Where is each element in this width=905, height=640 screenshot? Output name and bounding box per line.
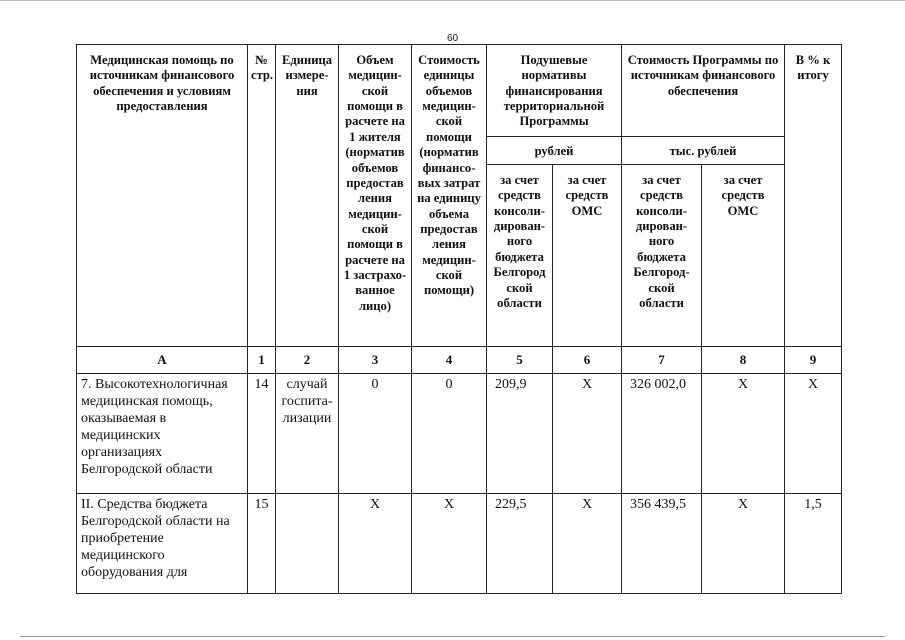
row-per-capita-oms: Х — [553, 493, 622, 593]
column-index: 8 — [702, 347, 785, 374]
row-unit: случай госпита-лизации — [276, 373, 339, 493]
column-index: 6 — [553, 347, 622, 374]
header-col-2: Единица измере-ния — [276, 45, 339, 347]
header-program-cost: Стоимость Программы по источникам финансового обеспечения — [622, 45, 785, 137]
header-col-9: В % к итогу — [785, 45, 842, 347]
header-col-1: № стр. — [248, 45, 276, 347]
column-index: 3 — [339, 347, 412, 374]
scan-edge-bottom — [20, 636, 885, 637]
row-cost-oms: Х — [702, 373, 785, 493]
column-index: 2 — [276, 347, 339, 374]
row-line-number: 15 — [248, 493, 276, 593]
header-unit-rubles: рублей — [487, 137, 622, 165]
header-col-8: за счет средств ОМС — [702, 165, 785, 347]
row-name: II. Средства бюджета Белгородской области на приобретение медицинского оборудования для — [77, 493, 248, 593]
row-cost-budget: 356 439,5 — [622, 493, 702, 593]
column-index: 7 — [622, 347, 702, 374]
column-index: 9 — [785, 347, 842, 374]
header-col-4: Стоимость единицы объемов медицин-ской помощи (норматив финансо-вых затрат на единицу объема предостав ления медицин-ской помощи) — [412, 45, 487, 347]
row-percent: 1,5 — [785, 493, 842, 593]
header-col-a: Медицинская помощь по источникам финансового обеспечения и условиям предоставления — [77, 45, 248, 347]
column-index: 4 — [412, 347, 487, 374]
header-col-3: Объем медицин-ской помощи в расчете на 1 жителя (норматив объемов предостав ления медицин-ской помощи в расчете на 1 застрахо-ванное лицо) — [339, 45, 412, 347]
row-unit-cost: 0 — [412, 373, 487, 493]
row-unit-cost: Х — [412, 493, 487, 593]
column-index-row — [77, 347, 842, 374]
row-percent: Х — [785, 373, 842, 493]
row-per-capita-budget: 229,5 — [487, 493, 553, 593]
table-row — [77, 493, 842, 593]
column-index: 5 — [487, 347, 553, 374]
row-per-capita-budget: 209,9 — [487, 373, 553, 493]
page-number: 60 — [446, 33, 459, 44]
row-line-number: 14 — [248, 373, 276, 493]
header-col-6: за счет средств ОМС — [553, 165, 622, 347]
row-cost-oms: Х — [702, 493, 785, 593]
header-col-7: за счет средств консоли-дирован-ного бюджета Белгород-ской области — [622, 165, 702, 347]
row-unit — [276, 493, 339, 593]
header-unit-thousands: тыс. рублей — [622, 137, 785, 165]
row-volume: 0 — [339, 373, 412, 493]
header-col-5: за счет средств консоли-дирован-ного бюджета Белгород ской области — [487, 165, 553, 347]
column-index: А — [77, 347, 248, 374]
column-index: 1 — [248, 347, 276, 374]
row-per-capita-oms: Х — [553, 373, 622, 493]
row-name: 7. Высокотехнологичная медицинская помощь, оказываемая в медицинских организациях Белгородской области — [77, 373, 248, 493]
table-row — [77, 373, 842, 493]
financing-table — [76, 44, 842, 594]
row-cost-budget: 326 002,0 — [622, 373, 702, 493]
row-volume: Х — [339, 493, 412, 593]
header-row-1 — [77, 45, 842, 137]
scan-edge-top — [0, 0, 905, 1]
header-per-capita: Подушевые нормативы финансирования территориальной Программы — [487, 45, 622, 137]
